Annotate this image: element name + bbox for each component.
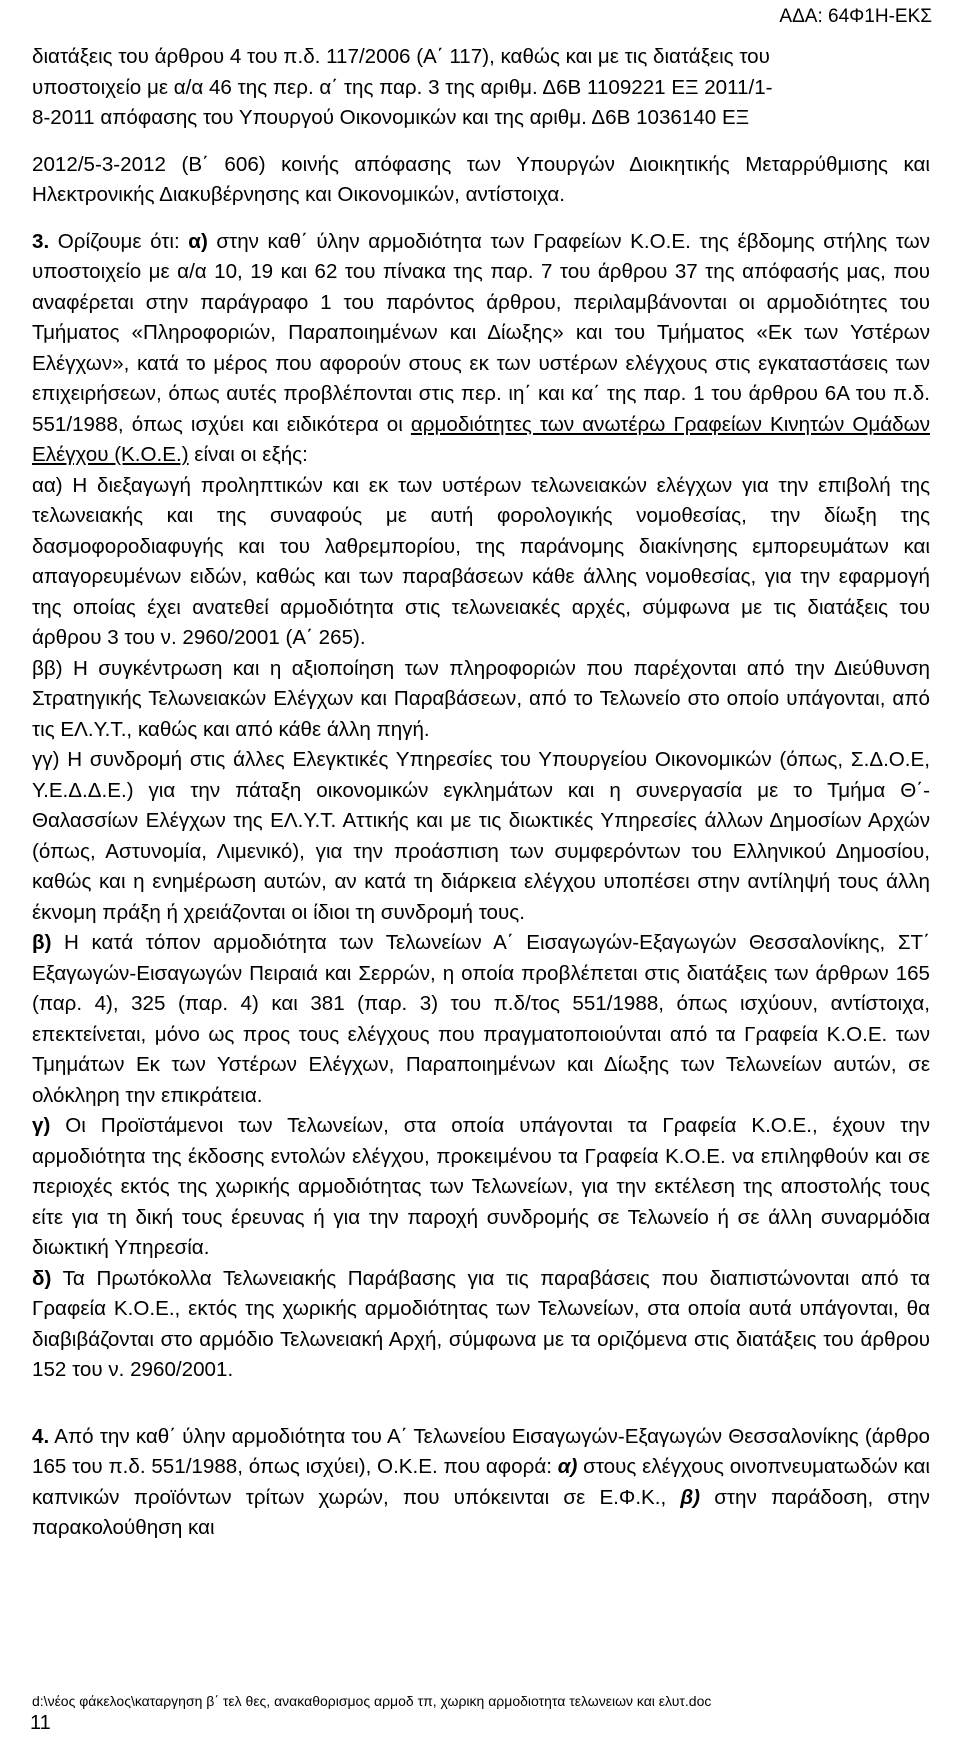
document-body xyxy=(32,42,930,1544)
line: διατάξεις του άρθρου 4 του π.δ. 117/2006 (Α΄ 117), καθώς και με τις διατάξεις του xyxy=(32,45,770,68)
item-d: δ) Τα Πρωτόκολλα Τελωνειακής Παράβασης για τις παραβάσεις που διαπιστώνονται από τα Γραφεία Κ.Ο.Ε., εκτός της χωρικής αρμοδιότητας των Τελωνείων, στα οποία αυτά υπάγονται, θα διαβιβάζονται στο αρμόδιο Τελωνειακή Αρχή, σύμφωνα με τα οριζόμενα στις διατάξεις του άρθρου 152 του ν. 2960/2001. xyxy=(32,1266,930,1381)
paragraph-joint-decision: 2012/5-3-2012 (Β΄ 606) κοινής απόφασης των Υπουργών Διοικητικής Μεταρρύθμισης και Ηλεκτρονικής Διακυβέρνησης και Οικονομικών, αντίστοιχα. xyxy=(32,152,930,206)
file-path-footer: d:\νέος φάκελος\καταργηση β΄ τελ θες, ανακαθορισμος αρμοδ τπ, χωρικη αρμοδιοτητα τελωνειων και ελυτ.doc xyxy=(32,1693,712,1709)
paragraph-4: 4. Από την καθ΄ ύλην αρμοδιότητα του Α΄ Τελωνείου Εισαγωγών-Εξαγωγών Θεσσαλονίκης (άρθρο 165 του π.δ. 551/1988, όπως ισχύει), Ο.Κ.Ε. που αφορά: α) στους ελέγχους οινοπνευματωδών και καπνικών προϊόντων τρίτων χωρών, που υπόκεινται σε Ε.Φ.Κ., β) στην παράδοση, στην παρακολούθηση και xyxy=(32,1424,930,1539)
item-g: γ) Οι Προϊστάμενοι των Τελωνείων, στα οποία υπάγονται τα Γραφεία Κ.Ο.Ε., έχουν την αρμοδιότητα της έκδοσης εντολών ελέγχου, προκειμένου τα Γραφεία Κ.Ο.Ε. να επιληφθούν και σε περιοχές εκτός της χωρικής αρμοδιότητας των Τελωνείων, για την εκτέλεση της αποστολής τους είτε για τη δική τους έρευνας ή για την παροχή συνδρομής σε Τελωνείο ή σε άλλη συναρμόδια διωκτική Υπηρεσία. xyxy=(32,1114,930,1259)
paragraph-number: 4. xyxy=(32,1424,50,1448)
item-bb: ββ) Η συγκέντρωση και η αξιοποίηση των πληροφοριών που παρέχονται από την Διεύθυνση Στρατηγικής Τελωνειακών Ελέγχων και Παραβάσεων, από το Τελωνείο στο οποίο υπάγονται, από τις ΕΛ.Υ.Τ., καθώς και από κάθε άλλη πηγή. xyxy=(32,656,930,741)
line: υποστοιχείο με α/α 46 της περ. α΄ της παρ. 3 της αριθμ. Δ6Β 1109221 ΕΞ 2011/1- xyxy=(32,75,773,99)
ada-code: ΑΔΑ: 64Φ1Η-ΕΚΣ xyxy=(779,6,932,27)
line: 8-2011 απόφασης του Υπουργού Οικονομικών και της αριθμ. Δ6Β 1036140 ΕΞ xyxy=(32,106,750,129)
item-aa: αα) Η διεξαγωγή προληπτικών και εκ των υστέρων τελωνειακών ελέγχων για την επιβολή της τελωνειακής και της συναφούς με αυτή φορολογικής νομοθεσίας, την δίωξη της δασμοφοροδιαφυγής και του λαθρεμπορίου, της παράνομης διακίνησης εμπορευμάτων και απαγορευμένων ειδών, καθώς και των παραβάσεων κάθε άλλης νομοθεσίας, για την εφαρμογή της οποίας έχει ανατεθεί αρμοδιότητα στις τελωνειακές αρχές, σύμφωνα με τις διατάξεις του άρθρου 3 του ν. 2960/2001 (Α΄ 265). xyxy=(32,473,930,649)
item-gg: γγ) Η συνδρομή στις άλλες Ελεγκτικές Υπηρεσίες του Υπουργείου Οικονομικών (όπως, Σ.Δ.Ο.Ε, Υ.Ε.Δ.Δ.Ε.) για την πάταξη οικονομικών εγκλημάτων και η συνεργασία με το Τμήμα Θ΄- Θαλασσίων Ελέγχων της ΕΛ.Υ.Τ. Αττικής και με τις διωκτικές Υπηρεσίες άλλων Δημοσίων Αρχών (όπως, Αστυνομία, Λιμενικό), για την προάσπιση των συμφερόντων του Ελληνικού Δημοσίου, καθώς και η ενημέρωση αυτών, αν κατά τη διάρκεια ελέγχου υποπέσει στην αντίληψή τους άλλη έκνομη πράξη ή χρειάζονται οι ίδιοι τη συνδρομή τους. xyxy=(32,748,930,924)
paragraph-number: 3. xyxy=(32,229,50,253)
item-label: α) xyxy=(188,229,208,253)
item-b: β) Η κατά τόπον αρμοδιότητα των Τελωνείων Α΄ Εισαγωγών-Εξαγωγών Θεσσαλονίκης, ΣΤ΄ Εξαγωγών-Εισαγωγών Πειραιά και Σερρών, η οποία προβλέπεται στις διατάξεις των άρθρων 165 (παρ. 4), 325 (παρ. 4) και 381 (παρ. 3) του π.δ/τος 551/1988, όπως ισχύουν, αντίστοιχα, επεκτείνεται, μόνο ως προς τους ελέγχους που πραγματοποιούνται από τα Γραφεία Κ.Ο.Ε. των Τμημάτων Εκ των Υστέρων Ελέγχων, Παραποιημένων και Δίωξης των Τελωνείων αυτών, σε ολόκληρη την επικράτεια. xyxy=(32,931,930,1107)
item-label: γ) xyxy=(32,1114,51,1137)
item-label: δ) xyxy=(32,1266,52,1290)
item-label: β) xyxy=(680,1485,701,1509)
paragraph-3: 3. Ορίζουμε ότι: α) στην καθ΄ ύλην αρμοδιότητα των Γραφείων Κ.Ο.Ε. της έβδομης στήλης των υποστοιχείο με α/α 10, 19 και 62 του πίνακα της παρ. 7 του άρθρου 37 της απόφασής μας, που αναφέρεται στην παράγραφο 1 του παρόντος άρθρου, περιλαμβάνονται οι αρμοδιότητες του Τμήματος «Πληροφοριών, Παραποιημένων και Δίωξης» και του Τμήματος «Εκ των Υστέρων Ελέγχων», κατά το μέρος που αφορούν στους εκ των υστέρων ελέγχους στις εγκαταστάσεις των επιχειρήσεων, όπως αυτές προβλέπονται στις περ. ιη΄ και κα΄ της παρ. 1 του άρθρου 6Α του π.δ. 551/1988, όπως ισχύει και ειδικότερα οι αρμοδιότητες των ανωτέρω Γραφείων Κινητών Ομάδων Ελέγχου (Κ.Ο.Ε.) είναι οι εξής: xyxy=(32,229,930,466)
item-label: β) xyxy=(32,931,52,954)
item-label: α) xyxy=(557,1455,578,1478)
underlined-phrase: αρμοδιότητες των ανωτέρω Γραφείων Κινητών Ομάδων Ελέγχου (Κ.Ο.Ε.) xyxy=(32,412,930,466)
page-number: 11 xyxy=(30,1712,51,1734)
paragraph-intro xyxy=(32,42,930,134)
